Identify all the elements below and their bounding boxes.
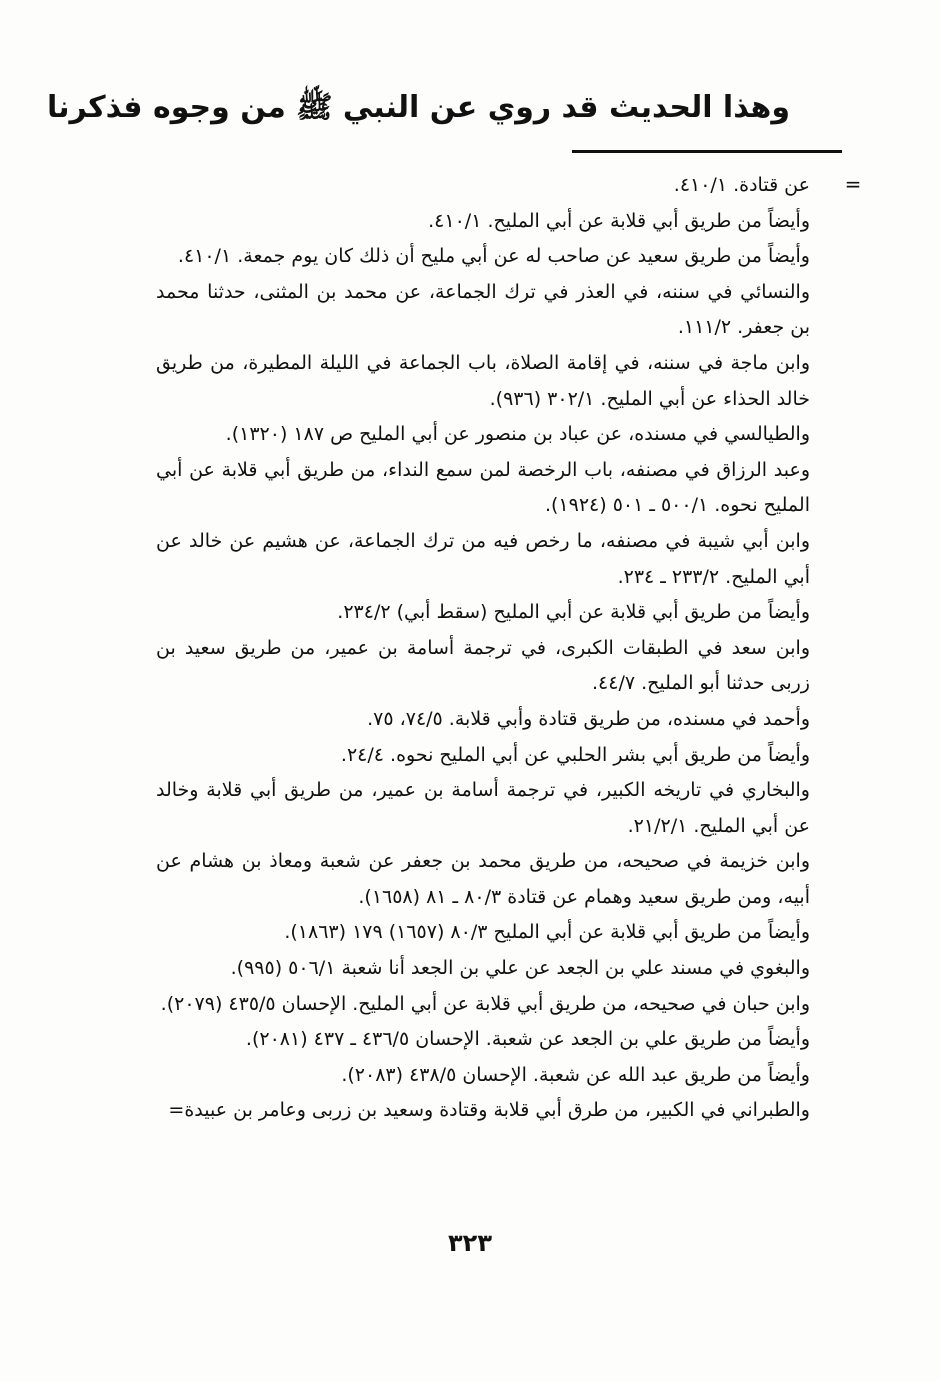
footnote-line: وأيضاً من طريق أبي قلابة عن أبي المليح. ٤١٠/١. xyxy=(428,209,810,232)
footnote-line: وأحمد في مسنده، من طريق قتادة وأبي قلابة. ٧٤/٥، ٧٥. xyxy=(367,707,810,730)
footnote-line: وأيضاً من طريق أبي قلابة عن أبي المليح (سقط أبي) ٢٣٤/٢. xyxy=(337,601,810,624)
footnote-line: وابن خزيمة في صحيحه، من طريق محمد بن جعفر عن شعبة ومعاذ بن هشام عن أبيه، ومن طريق سعيد وهمام عن قتادة ٨٠/٣ ـ ٨١ (١٦٥٨). xyxy=(156,850,810,908)
footnote-line: عن قتادة. ٤١٠/١. xyxy=(673,174,810,196)
footnote-line: وعبد الرزاق في مصنفه، باب الرخصة لمن سمع النداء، من طريق أبي قلابة عن أبي المليح نحوه. ٥٠٠/١ ـ ٥٠١ (١٩٢٤). xyxy=(156,458,810,517)
footnote-line: وأيضاً من طريق سعيد عن صاحب له عن أبي مليح أن ذلك كان يوم جمعة. ٤١٠/١. xyxy=(177,245,810,268)
footnote-line: وابن أبي شيبة في مصنفه، ما رخص فيه من ترك الجماعة، عن هشيم عن خالد عن أبي المليح. ٢٣٣/٢ ـ ٢٣٤. xyxy=(156,529,810,588)
footnote-line: والطيالسي في مسنده، عن عباد بن منصور عن أبي المليح ص ١٨٧ (١٣٢٠). xyxy=(225,423,810,446)
footnote-line: والبغوي في مسند علي بن الجعد عن علي بن الجعد أنا شعبة ٥٠٦/١ (٩٩٥). xyxy=(230,957,810,980)
footnote-line: وأيضاً من طريق أبي قلابة عن أبي المليح ٨٠/٣ (١٦٥٧) ١٧٩ (١٨٦٣). xyxy=(284,921,810,944)
footnote-line: والبخاري في تاريخه الكبير، في ترجمة أسامة بن عمير، من طريق أبي قلابة وخالد عن أبي المليح. ٢١/٢/١. xyxy=(156,779,810,837)
footnote-block xyxy=(156,168,810,1129)
footnote-line: وابن حبان في صحيحه، من طريق أبي قلابة عن أبي المليح. الإحسان ٤٣٥/٥ (٢٠٧٩). xyxy=(160,992,810,1015)
footnote-line: والطبراني في الكبير، من طرق أبي قلابة وقتادة وسعيد بن زربى وعامر بن عبيدة= xyxy=(168,1099,810,1122)
continuation-mark: = xyxy=(844,172,862,196)
footnote-line: وابن سعد في الطبقات الكبرى، في ترجمة أسامة بن عمير، من طريق سعيد بن زربى حدثنا أبو المليح. ٤٤/٧. xyxy=(156,636,810,695)
footnote-line: وأيضاً من طريق علي بن الجعد عن شعبة. الإحسان ٤٣٦/٥ ـ ٤٣٧ (٢٠٨١). xyxy=(245,1028,810,1051)
page-heading: وهذا الحديث قد روي عن النبي ﷺ من وجوه فذكرنا xyxy=(46,90,790,125)
footnote-line: وابن ماجة في سننه، في إقامة الصلاة، باب الجماعة في الليلة المطيرة، من طريق خالد الحذاء عن أبي المليح. ٣٠٢/١ (٩٣٦). xyxy=(156,351,810,410)
footnote-line: وأيضاً من طريق عبد الله عن شعبة. الإحسان ٤٣٨/٥ (٢٠٨٣). xyxy=(341,1063,810,1086)
footnote-line: والنسائي في سننه، في العذر في ترك الجماعة، عن محمد بن المثنى، حدثنا محمد بن جعفر. ١١١/٢. xyxy=(156,280,810,339)
footnote-separator-rule xyxy=(572,150,842,153)
footnote-line: وأيضاً من طريق أبي بشر الحلبي عن أبي المليح نحوه. ٢٤/٤. xyxy=(340,743,810,766)
page-number: ٣٢٣ xyxy=(448,1229,492,1257)
